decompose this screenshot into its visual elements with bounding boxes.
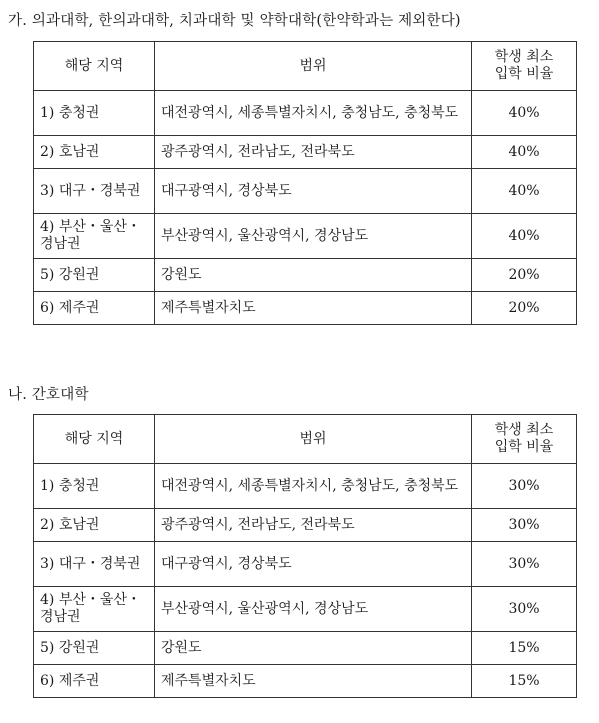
ratio-cell: 40% <box>472 91 577 136</box>
ratio-cell: 20% <box>472 292 577 325</box>
region-cell: 6) 제주권 <box>34 665 155 698</box>
scope-cell: 광주광역시, 전라남도, 전라북도 <box>155 136 472 169</box>
medical-admission-table <box>33 41 577 325</box>
ratio-cell: 40% <box>472 169 577 214</box>
table-row <box>34 587 577 632</box>
table-row <box>34 214 577 259</box>
region-cell: 2) 호남권 <box>34 136 155 169</box>
region-cell: 4) 부산・울산・경남권 <box>34 214 155 259</box>
ratio-cell: 30% <box>472 509 577 542</box>
ratio-cell: 40% <box>472 136 577 169</box>
scope-cell: 강원도 <box>155 632 472 665</box>
nursing-admission-table <box>33 414 577 698</box>
scope-cell: 대전광역시, 세종특별자치시, 충청남도, 충청북도 <box>155 91 472 136</box>
scope-cell: 대구광역시, 경상북도 <box>155 169 472 214</box>
table-header-row <box>34 42 577 91</box>
ratio-cell: 40% <box>472 214 577 259</box>
ratio-cell: 30% <box>472 542 577 587</box>
region-cell: 1) 충청권 <box>34 91 155 136</box>
header-ratio-line2: 입학 비율 <box>494 66 554 82</box>
region-cell: 3) 대구・경북권 <box>34 542 155 587</box>
header-ratio <box>472 42 577 91</box>
table-row <box>34 292 577 325</box>
table-row <box>34 665 577 698</box>
ratio-cell: 30% <box>472 587 577 632</box>
region-cell: 2) 호남권 <box>34 509 155 542</box>
table-row <box>34 259 577 292</box>
region-cell: 5) 강원권 <box>34 632 155 665</box>
scope-cell: 대구광역시, 경상북도 <box>155 542 472 587</box>
scope-cell: 부산광역시, 울산광역시, 경상남도 <box>155 214 472 259</box>
ratio-cell: 20% <box>472 259 577 292</box>
region-cell: 4) 부산・울산・경남권 <box>34 587 155 632</box>
ratio-cell: 15% <box>472 632 577 665</box>
table-row <box>34 542 577 587</box>
section-title-medical: 가. 의과대학, 한의과대학, 치과대학 및 약학대학(한약학과는 제외한다) <box>8 13 461 29</box>
scope-cell: 강원도 <box>155 259 472 292</box>
ratio-cell: 30% <box>472 464 577 509</box>
scope-cell: 제주특별자치도 <box>155 292 472 325</box>
ratio-cell: 15% <box>472 665 577 698</box>
region-cell: 5) 강원권 <box>34 259 155 292</box>
table-header-row <box>34 415 577 464</box>
region-cell: 6) 제주권 <box>34 292 155 325</box>
table-row <box>34 509 577 542</box>
header-region: 해당 지역 <box>34 42 155 91</box>
header-region: 해당 지역 <box>34 415 155 464</box>
scope-cell: 제주특별자치도 <box>155 665 472 698</box>
section-title-nursing: 나. 간호대학 <box>8 387 89 403</box>
scope-cell: 광주광역시, 전라남도, 전라북도 <box>155 509 472 542</box>
header-ratio-line1: 학생 최소 <box>494 422 554 438</box>
table-row <box>34 464 577 509</box>
table-row <box>34 136 577 169</box>
region-cell: 1) 충청권 <box>34 464 155 509</box>
header-ratio <box>472 415 577 464</box>
header-ratio-line2: 입학 비율 <box>494 439 554 455</box>
header-ratio-line1: 학생 최소 <box>494 49 554 65</box>
scope-cell: 대전광역시, 세종특별자치시, 충청남도, 충청북도 <box>155 464 472 509</box>
header-scope: 범위 <box>155 415 472 464</box>
table-row <box>34 91 577 136</box>
table-row <box>34 169 577 214</box>
header-scope: 범위 <box>155 42 472 91</box>
scope-cell: 부산광역시, 울산광역시, 경상남도 <box>155 587 472 632</box>
region-cell: 3) 대구・경북권 <box>34 169 155 214</box>
table-row <box>34 632 577 665</box>
